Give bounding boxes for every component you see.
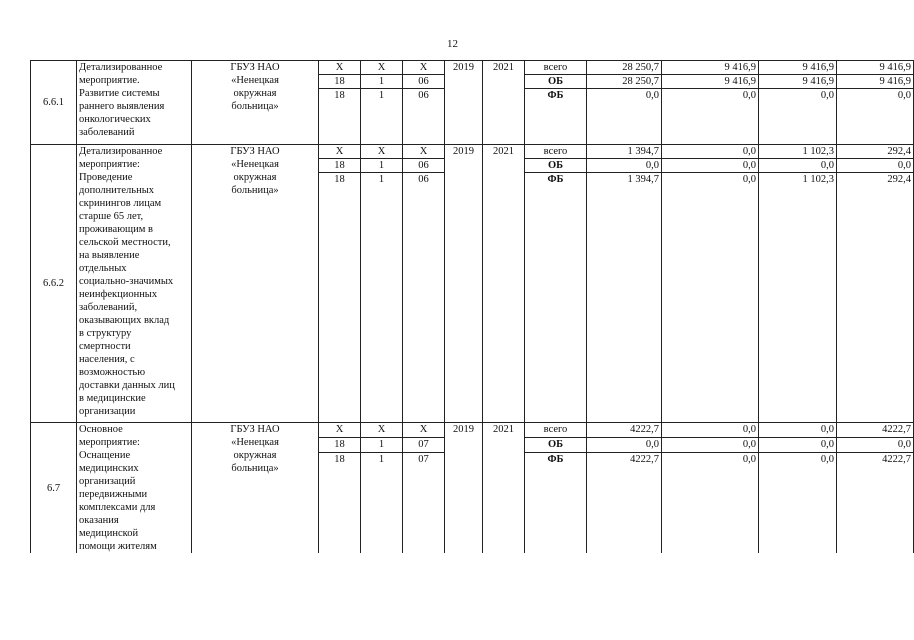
code-cell: Х [403,145,445,159]
code-cell: 1 [361,453,403,553]
value-2019: 0,0 [662,89,759,145]
funding-source: ОБ [525,75,587,89]
value-total: 0,0 [587,159,662,173]
value-2021: 4222,7 [837,423,914,438]
value-2019: 0,0 [662,423,759,438]
value-2019: 9 416,9 [662,61,759,75]
code-cell: 18 [319,173,361,423]
value-2021: 0,0 [837,438,914,453]
year-end: 2021 [483,423,525,554]
code-cell: Х [361,423,403,438]
code-cell: 06 [403,173,445,423]
funding-source: всего [525,145,587,159]
year-end: 2021 [483,145,525,423]
year-start: 2019 [445,61,483,145]
executor-name: ГБУЗ НАО «Ненецкая окружная больница» [192,423,319,554]
year-start: 2019 [445,145,483,423]
activity-name: Основное мероприятие: Оснащение медицинских организаций передвижными комплексами для оказания медицинской помощи жителям [77,423,192,554]
table-row [31,61,914,75]
code-cell: 06 [403,75,445,89]
funding-source: всего [525,61,587,75]
code-cell: 18 [319,438,361,453]
value-2019: 0,0 [662,159,759,173]
code-cell: 18 [319,159,361,173]
code-cell: Х [319,423,361,438]
table-row [31,423,914,438]
value-2020: 9 416,9 [759,75,837,89]
row-number: 6.6.1 [31,61,77,145]
value-total: 4222,7 [587,423,662,438]
value-total: 1 394,7 [587,173,662,423]
value-2019: 0,0 [662,173,759,423]
value-2020: 0,0 [759,453,837,553]
budget-table [30,60,914,553]
value-2020: 1 102,3 [759,145,837,159]
code-cell: 06 [403,159,445,173]
value-total: 28 250,7 [587,75,662,89]
executor-name: ГБУЗ НАО «Ненецкая окружная больница» [192,61,319,145]
code-cell: Х [361,61,403,75]
value-2021: 292,4 [837,173,914,423]
value-2021: 292,4 [837,145,914,159]
value-2021: 4222,7 [837,453,914,553]
value-total: 28 250,7 [587,61,662,75]
value-2021: 0,0 [837,89,914,145]
code-cell: Х [403,423,445,438]
code-cell: 1 [361,89,403,145]
code-cell: Х [361,145,403,159]
funding-source: ФБ [525,453,587,553]
code-cell: 1 [361,75,403,89]
value-2020: 0,0 [759,423,837,438]
value-2019: 0,0 [662,145,759,159]
code-cell: 18 [319,89,361,145]
executor-name: ГБУЗ НАО «Ненецкая окружная больница» [192,145,319,423]
value-total: 0,0 [587,438,662,453]
value-2019: 0,0 [662,453,759,553]
code-cell: Х [319,145,361,159]
value-2020: 0,0 [759,159,837,173]
activity-name: Детализированное мероприятие: Проведение дополнительных скринингов лицам старше 65 лет, проживающим в сельской местности, на выявление отдельных социально-значимых неинфекционных заболеваний, оказывающих вклад в структуру смертности населения, с возможностью доставки данных лиц в медицинские организации [77,145,192,423]
funding-source: ОБ [525,159,587,173]
code-cell: 18 [319,453,361,553]
funding-source: ФБ [525,173,587,423]
value-2021: 0,0 [837,159,914,173]
value-total: 1 394,7 [587,145,662,159]
value-2019: 0,0 [662,438,759,453]
code-cell: 18 [319,75,361,89]
code-cell: 1 [361,438,403,453]
funding-source: ФБ [525,89,587,145]
year-end: 2021 [483,61,525,145]
value-2021: 9 416,9 [837,61,914,75]
code-cell: 1 [361,159,403,173]
value-total: 0,0 [587,89,662,145]
row-number: 6.6.2 [31,145,77,423]
code-cell: Х [403,61,445,75]
value-2021: 9 416,9 [837,75,914,89]
code-cell: 07 [403,453,445,553]
activity-name: Детализированное мероприятие. Развитие системы раннего выявления онкологических заболеваний [77,61,192,145]
row-number: 6.7 [31,423,77,554]
value-2020: 1 102,3 [759,173,837,423]
code-cell: 1 [361,173,403,423]
funding-source: всего [525,423,587,438]
table-row [31,145,914,159]
year-start: 2019 [445,423,483,554]
code-cell: 07 [403,438,445,453]
value-total: 4222,7 [587,453,662,553]
page-number: 12 [447,38,458,50]
code-cell: 06 [403,89,445,145]
funding-source: ОБ [525,438,587,453]
value-2020: 9 416,9 [759,61,837,75]
code-cell: Х [319,61,361,75]
value-2020: 0,0 [759,438,837,453]
value-2019: 9 416,9 [662,75,759,89]
value-2020: 0,0 [759,89,837,145]
